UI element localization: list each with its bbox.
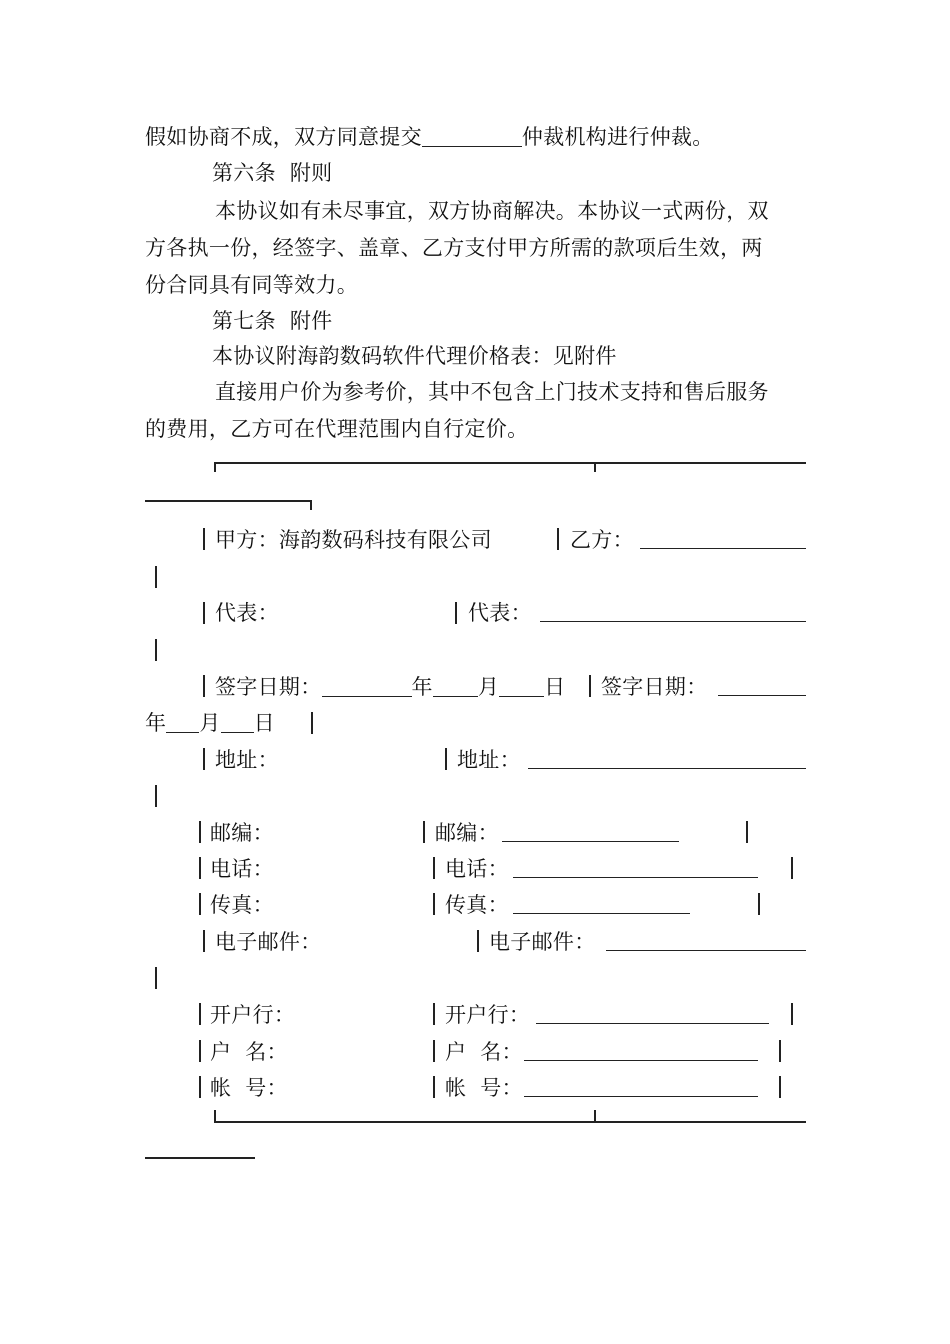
cell-border (455, 602, 457, 624)
year-unit: 年 (411, 675, 433, 699)
party-a: 甲方：海韵数码科技有限公司 (215, 528, 492, 552)
month-unit: 月 (199, 711, 221, 735)
tel-b-label: 电话： (445, 857, 509, 881)
table-top-border (214, 462, 806, 464)
date-a-label: 签字日期： (215, 675, 322, 699)
table-top-border-wrap (145, 500, 311, 502)
date-b-row-wrap (145, 709, 275, 737)
acct-no-a-label: 帐 号： (210, 1076, 288, 1100)
acct-name-b-label: 户 名： (445, 1040, 523, 1064)
cell-border (746, 821, 748, 843)
cell-border (791, 1003, 793, 1025)
email-a-label: 电子邮件： (215, 930, 322, 954)
cell-border (557, 528, 559, 550)
tel-a-label: 电话： (210, 857, 274, 881)
month-a-field[interactable] (433, 676, 478, 697)
addr-b-field[interactable] (528, 748, 806, 769)
year-unit: 年 (145, 711, 167, 735)
cell-border (155, 566, 157, 588)
cell-border (779, 1040, 781, 1062)
cell-border (433, 1003, 435, 1025)
cell-border (155, 785, 157, 807)
cell-border (155, 639, 157, 661)
addr-a-label: 地址： (215, 748, 279, 772)
zip-b-field[interactable] (502, 821, 679, 842)
year-b-field[interactable] (718, 675, 806, 696)
paragraph-line: 直接用户价为参考价，其中不包含上门技术支持和售后服务 (215, 380, 769, 404)
cell-border (779, 1076, 781, 1098)
paragraph-line: 份合同具有同等效力。 (145, 273, 358, 297)
paragraph-line: 本协议如有未尽事宜，双方协商解决。本协议一式两份，双 (215, 199, 769, 223)
acct-name-b-field[interactable] (524, 1040, 758, 1061)
fax-b-label: 传真： (445, 893, 509, 917)
cell-border (445, 748, 447, 770)
party-b-label: 乙方： (570, 528, 634, 552)
date-a-row (215, 673, 565, 701)
cell-border (433, 1076, 435, 1098)
cell-border (791, 857, 793, 879)
text: 假如协商不成，双方同意提交 (145, 125, 422, 149)
article-7-title: 第七条 附件 (212, 309, 333, 333)
fax-a-label: 传真： (210, 893, 274, 917)
cell-border (199, 1076, 201, 1098)
paragraph-line (145, 123, 714, 151)
table-divider (594, 1110, 596, 1122)
cell-border (203, 675, 205, 697)
month-unit: 月 (477, 675, 500, 699)
paragraph-line: 本协议附海韵数码软件代理价格表：见附件 (212, 344, 617, 368)
cell-border (433, 893, 435, 915)
bank-b-field[interactable] (536, 1003, 769, 1024)
day-b-field[interactable] (221, 712, 254, 733)
table-bottom-border (214, 1121, 806, 1123)
cell-border (203, 602, 205, 624)
zip-b-label: 邮编： (435, 821, 499, 845)
table-bottom-border-wrap (145, 1157, 255, 1159)
cell-border (199, 1003, 201, 1025)
year-a-field[interactable] (322, 676, 412, 697)
table-corner (310, 500, 312, 510)
cell-border (203, 930, 205, 952)
paragraph-line: 方各执一份，经签字、盖章、乙方支付甲方所需的款项后生效，两 (145, 236, 763, 260)
day-unit: 日 (544, 675, 566, 699)
cell-border (433, 1040, 435, 1062)
email-b-field[interactable] (606, 930, 806, 951)
cell-border (199, 821, 201, 843)
rep-b-field[interactable] (540, 601, 806, 622)
fax-b-field[interactable] (513, 893, 690, 914)
text: 仲裁机构进行仲裁。 (521, 125, 714, 149)
party-b-field[interactable] (640, 528, 806, 549)
date-b-label: 签字日期： (601, 675, 708, 699)
cell-border (203, 528, 205, 550)
zip-a-label: 邮编： (210, 821, 274, 845)
paragraph-line: 的费用，乙方可在代理范围内自行定价。 (145, 417, 529, 441)
bank-a-label: 开户行： (210, 1003, 296, 1027)
cell-border (589, 675, 591, 697)
cell-border (311, 712, 313, 734)
acct-no-b-field[interactable] (524, 1076, 758, 1097)
day-a-field[interactable] (499, 676, 544, 697)
cell-border (199, 893, 201, 915)
table-divider (594, 462, 596, 472)
cell-border (433, 857, 435, 879)
cell-border (199, 857, 201, 879)
table-corner (214, 462, 216, 472)
blank-line (422, 126, 522, 147)
month-b-field[interactable] (166, 712, 199, 733)
addr-b-label: 地址： (457, 748, 521, 772)
article-6-title: 第六条 附则 (212, 161, 333, 185)
acct-no-b-label: 帐 号： (445, 1076, 523, 1100)
acct-name-a-label: 户 名： (210, 1040, 288, 1064)
cell-border (423, 821, 425, 843)
cell-border (199, 1040, 201, 1062)
rep-a-label: 代表： (215, 601, 279, 625)
email-b-label: 电子邮件： (489, 930, 596, 954)
cell-border (203, 748, 205, 770)
tel-b-field[interactable] (513, 857, 758, 878)
cell-border (155, 967, 157, 989)
bank-b-label: 开户行： (445, 1003, 531, 1027)
rep-b-label: 代表： (468, 601, 532, 625)
cell-border (477, 930, 479, 952)
day-unit: 日 (253, 711, 275, 735)
cell-border (758, 893, 760, 915)
